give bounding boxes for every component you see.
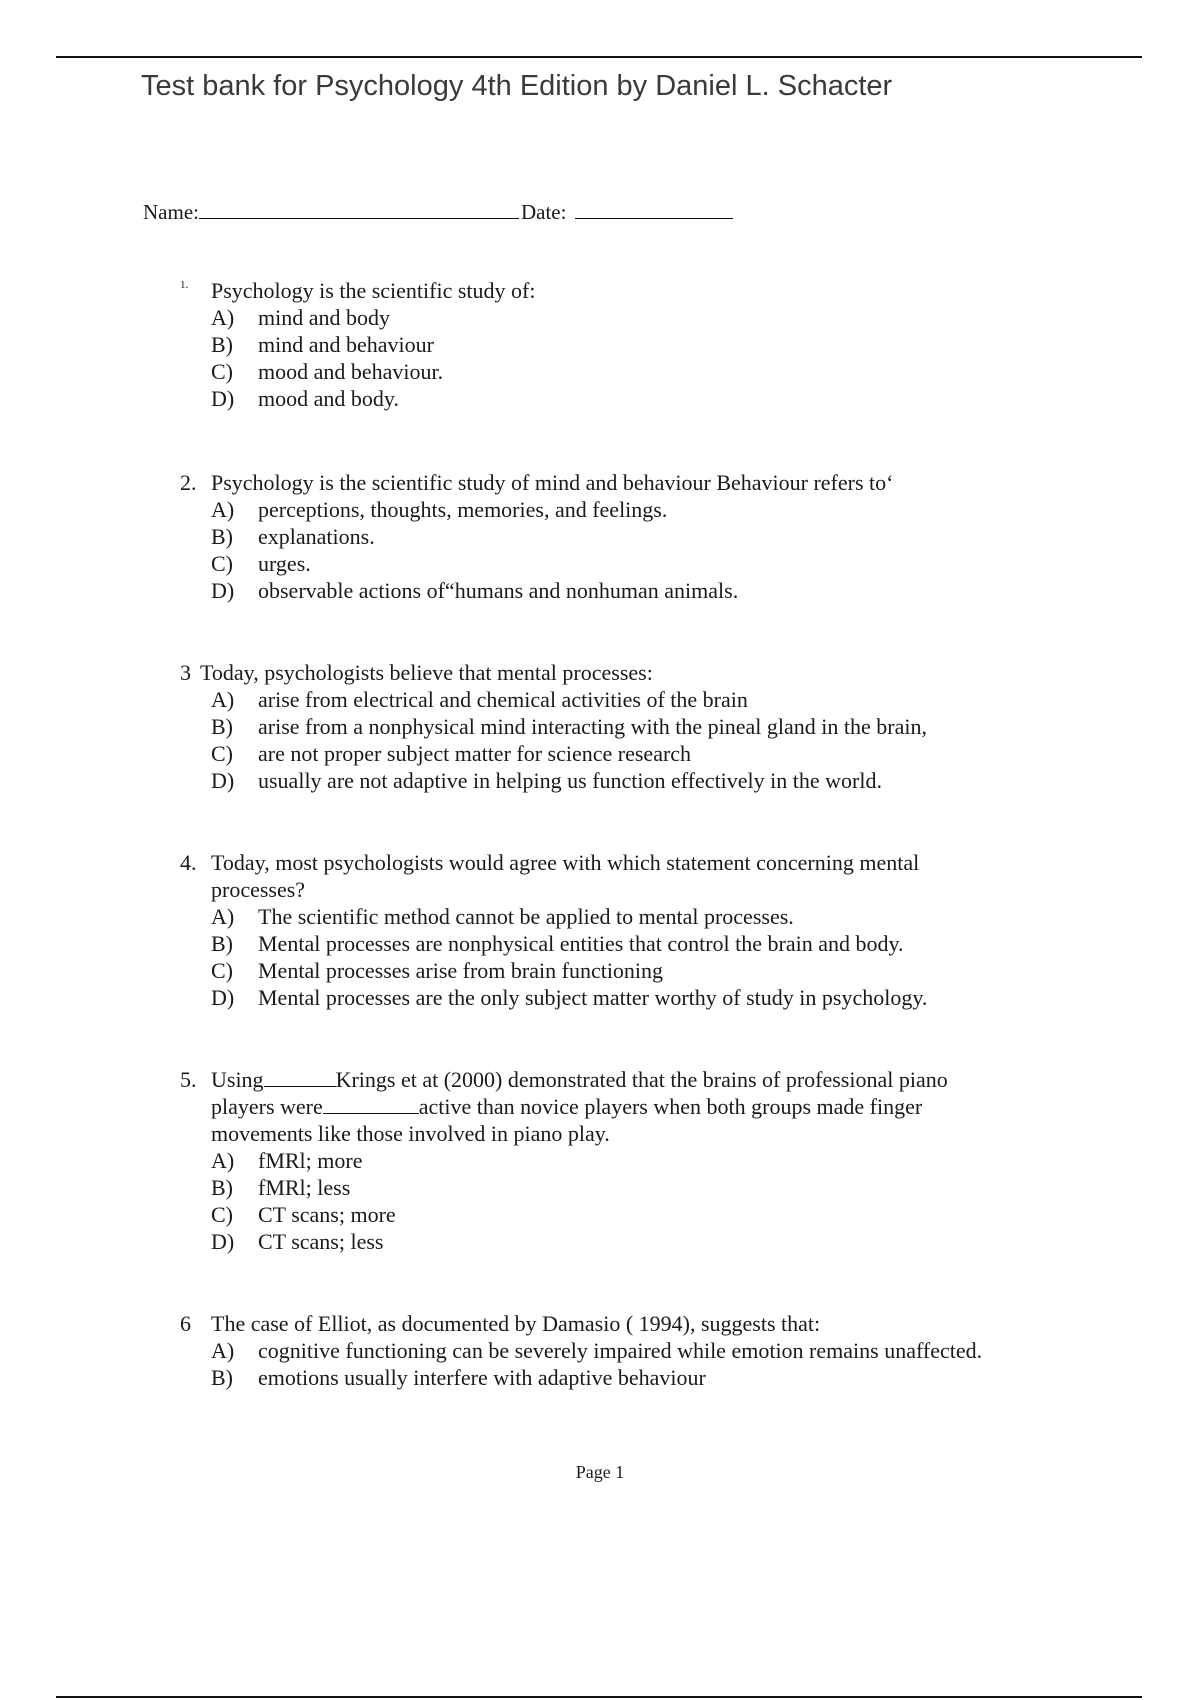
- option-b: [211, 523, 1110, 550]
- name-label: Name:: [143, 200, 199, 224]
- option-d: [211, 767, 1110, 794]
- option-d: [211, 577, 1110, 604]
- option-letter: D): [211, 578, 235, 603]
- option-c: [211, 550, 1110, 577]
- option-letter: A): [211, 1148, 235, 1173]
- option-text: cognitive functioning can be severely impaired while emotion remains unaffected.: [258, 1338, 983, 1363]
- option-c: [211, 740, 1110, 767]
- option-letter: A): [211, 305, 235, 330]
- option-letter: D): [211, 386, 235, 411]
- top-rule: [56, 56, 1142, 58]
- answer-blank: [323, 1095, 419, 1114]
- name-blank: [199, 198, 519, 219]
- question-3: [180, 659, 1110, 794]
- answer-blank: [264, 1068, 336, 1087]
- option-d: [211, 984, 1110, 1011]
- option-b: [211, 930, 1110, 957]
- option-a: [211, 903, 1110, 930]
- question-number: 2.: [180, 470, 197, 495]
- option-b: [211, 1174, 1110, 1201]
- question-number: 6: [180, 1311, 191, 1336]
- option-b: [211, 713, 1110, 740]
- option-text: mind and body: [258, 305, 390, 330]
- option-b: [211, 1364, 1110, 1391]
- option-letter: D): [211, 1229, 235, 1254]
- question-stem: The case of Elliot, as documented by Damasio ( 1994), suggests that:: [211, 1311, 821, 1336]
- option-text: Mental processes are the only subject matter worthy of study in psychology.: [258, 985, 928, 1010]
- question-4: [180, 849, 1110, 1011]
- option-a: [211, 496, 1110, 523]
- bottom-rule: [56, 1696, 1142, 1698]
- option-text: usually are not adaptive in helping us function effectively in the world.: [258, 768, 882, 793]
- option-text: CT scans; more: [258, 1202, 396, 1227]
- option-text: are not proper subject matter for science research: [258, 741, 692, 766]
- question-6: [180, 1310, 1110, 1391]
- option-text: fMRl; more: [258, 1148, 363, 1173]
- option-text: urges.: [258, 551, 311, 576]
- option-letter: B): [211, 714, 233, 739]
- question-number: 4.: [180, 850, 197, 875]
- name-date-line: [143, 198, 733, 225]
- question-stem: Today, most psychologists would agree with which statement concerning mental processes?: [211, 850, 925, 902]
- option-d: [211, 1228, 1110, 1255]
- date-blank: [575, 198, 733, 219]
- option-text: fMRl; less: [258, 1175, 351, 1200]
- option-c: [211, 1201, 1110, 1228]
- option-text: mind and behaviour: [258, 332, 434, 357]
- option-letter: C): [211, 551, 233, 576]
- question-stem-part: active than novice players when both groups made finger movements like those involved in piano play.: [211, 1094, 928, 1146]
- option-letter: D): [211, 768, 235, 793]
- option-letter: C): [211, 1202, 233, 1227]
- option-b: [211, 331, 1110, 358]
- option-d: [211, 385, 1110, 412]
- option-letter: A): [211, 1338, 235, 1363]
- option-letter: C): [211, 958, 233, 983]
- option-letter: B): [211, 1175, 233, 1200]
- option-letter: C): [211, 359, 233, 384]
- option-text: explanations.: [258, 524, 375, 549]
- option-text: arise from electrical and chemical activities of the brain: [258, 687, 748, 712]
- option-text: Mental processes arise from brain functioning: [258, 958, 664, 983]
- page-number: Page 1: [575, 1462, 625, 1482]
- option-a: [211, 1337, 1110, 1364]
- question-stem: Psychology is the scientific study of:: [211, 278, 536, 303]
- option-text: arise from a nonphysical mind interacting with the pineal gland in the brain,: [258, 714, 927, 739]
- question-number: 3: [180, 660, 191, 685]
- option-c: [211, 957, 1110, 984]
- question-number: 5.: [180, 1067, 197, 1092]
- option-letter: B): [211, 1365, 233, 1390]
- option-letter: A): [211, 497, 235, 522]
- question-stem: Today, psychologists believe that mental processes:: [200, 660, 653, 685]
- option-text: The scientific method cannot be applied to mental processes.: [258, 904, 794, 929]
- date-label: Date:: [520, 200, 567, 224]
- option-text: Mental processes are nonphysical entities that control the brain and body.: [258, 931, 904, 956]
- option-letter: B): [211, 332, 233, 357]
- option-text: CT scans; less: [258, 1229, 384, 1254]
- question-5: [180, 1066, 1110, 1255]
- question-stem-part: Krings et at (2000) demonstrated that the brains of professional piano players were: [211, 1067, 954, 1119]
- option-letter: A): [211, 687, 235, 712]
- question-stem: Psychology is the scientific study of mind and behaviour Behaviour refers to‘: [211, 470, 894, 495]
- option-text: mood and body.: [258, 386, 399, 411]
- option-letter: B): [211, 524, 233, 549]
- question-stem: [211, 1066, 991, 1147]
- option-text: observable actions of“humans and nonhuman animals.: [258, 578, 739, 603]
- option-a: [211, 1147, 1110, 1174]
- option-text: perceptions, thoughts, memories, and feelings.: [258, 497, 668, 522]
- option-c: [211, 358, 1110, 385]
- document-title: Test bank for Psychology 4th Edition by Daniel L. Schacter: [141, 70, 893, 102]
- option-letter: C): [211, 741, 233, 766]
- question-1: [180, 277, 1110, 412]
- question-number: 1.: [180, 279, 189, 291]
- option-a: [211, 686, 1110, 713]
- option-letter: D): [211, 985, 235, 1010]
- option-letter: B): [211, 931, 233, 956]
- question-2: [180, 469, 1110, 604]
- option-a: [211, 304, 1110, 331]
- option-text: mood and behaviour.: [258, 359, 444, 384]
- question-stem-part: Using: [211, 1067, 264, 1092]
- option-text: emotions usually interfere with adaptive behaviour: [258, 1365, 706, 1390]
- option-letter: A): [211, 904, 235, 929]
